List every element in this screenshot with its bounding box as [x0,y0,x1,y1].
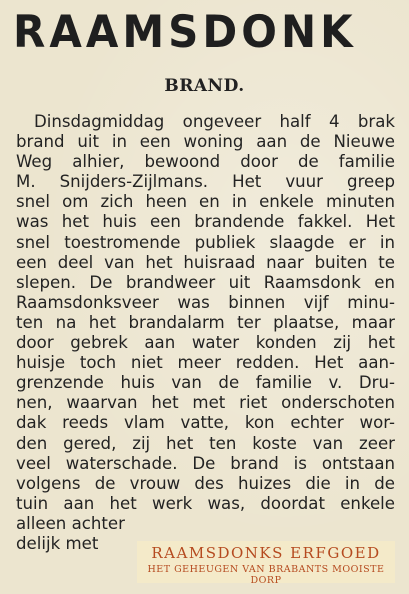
article-line: M. Snijders-Zijlmans. Het vuur greep [16,172,395,192]
article-line: volgens de vrouw des huizes die in de [16,473,395,493]
article-line: alleen achter [16,513,125,533]
article-line: snel toestromende publiek slaagde er in [16,232,395,252]
article-line: Raamsdonksveer was binnen vijf minu- [16,292,395,312]
article-line: den gered, zij het ten koste van zeer [16,433,395,453]
article-line: delijk met [16,533,99,553]
article-line: slepen. De brandweer uit Raamsdonk en [16,272,395,292]
article-line: nen, waarvan het met riet onderschoten [16,393,395,413]
article-line: was het huis een brandende fakkel. Het [16,212,395,232]
article-line: ten na het brandalarm ter plaatse, maar [16,312,395,332]
archive-watermark [137,541,395,586]
article-line: tuin aan het werk was, doordat enkele [16,493,395,513]
article-line: brand uit in een woning aan de Nieuwe [16,132,395,152]
article-headline: BRAND. [164,76,245,96]
article-line: huisje toch niet meer redden. Het aan- [16,353,395,373]
article-line: een deel van het huisraad naar buiten te [16,252,395,272]
watermark-subtitle: HET GEHEUGEN VAN BRABANTS MOOISTE DORP [147,564,385,586]
article-line: Dinsdagmiddag ongeveer half 4 brak [34,112,395,131]
article-line: veel waterschade. De brand is ontstaan [16,453,395,473]
article-line: dak reeds vlam vatte, kon echter wor- [16,413,395,433]
article-line: door gebrek aan water konden zij het [16,333,395,353]
masthead-title: RAAMSDONK [13,5,357,58]
article-line: grenzende huis van de familie v. Dru- [16,373,395,393]
article-line: Weg alhier, bewoond door de familie [16,152,395,172]
watermark-title: RAAMSDONKS ERFGOED [151,544,381,562]
article-line: snel om zich heen en in enkele minuten [16,192,395,212]
article-body [16,112,395,554]
